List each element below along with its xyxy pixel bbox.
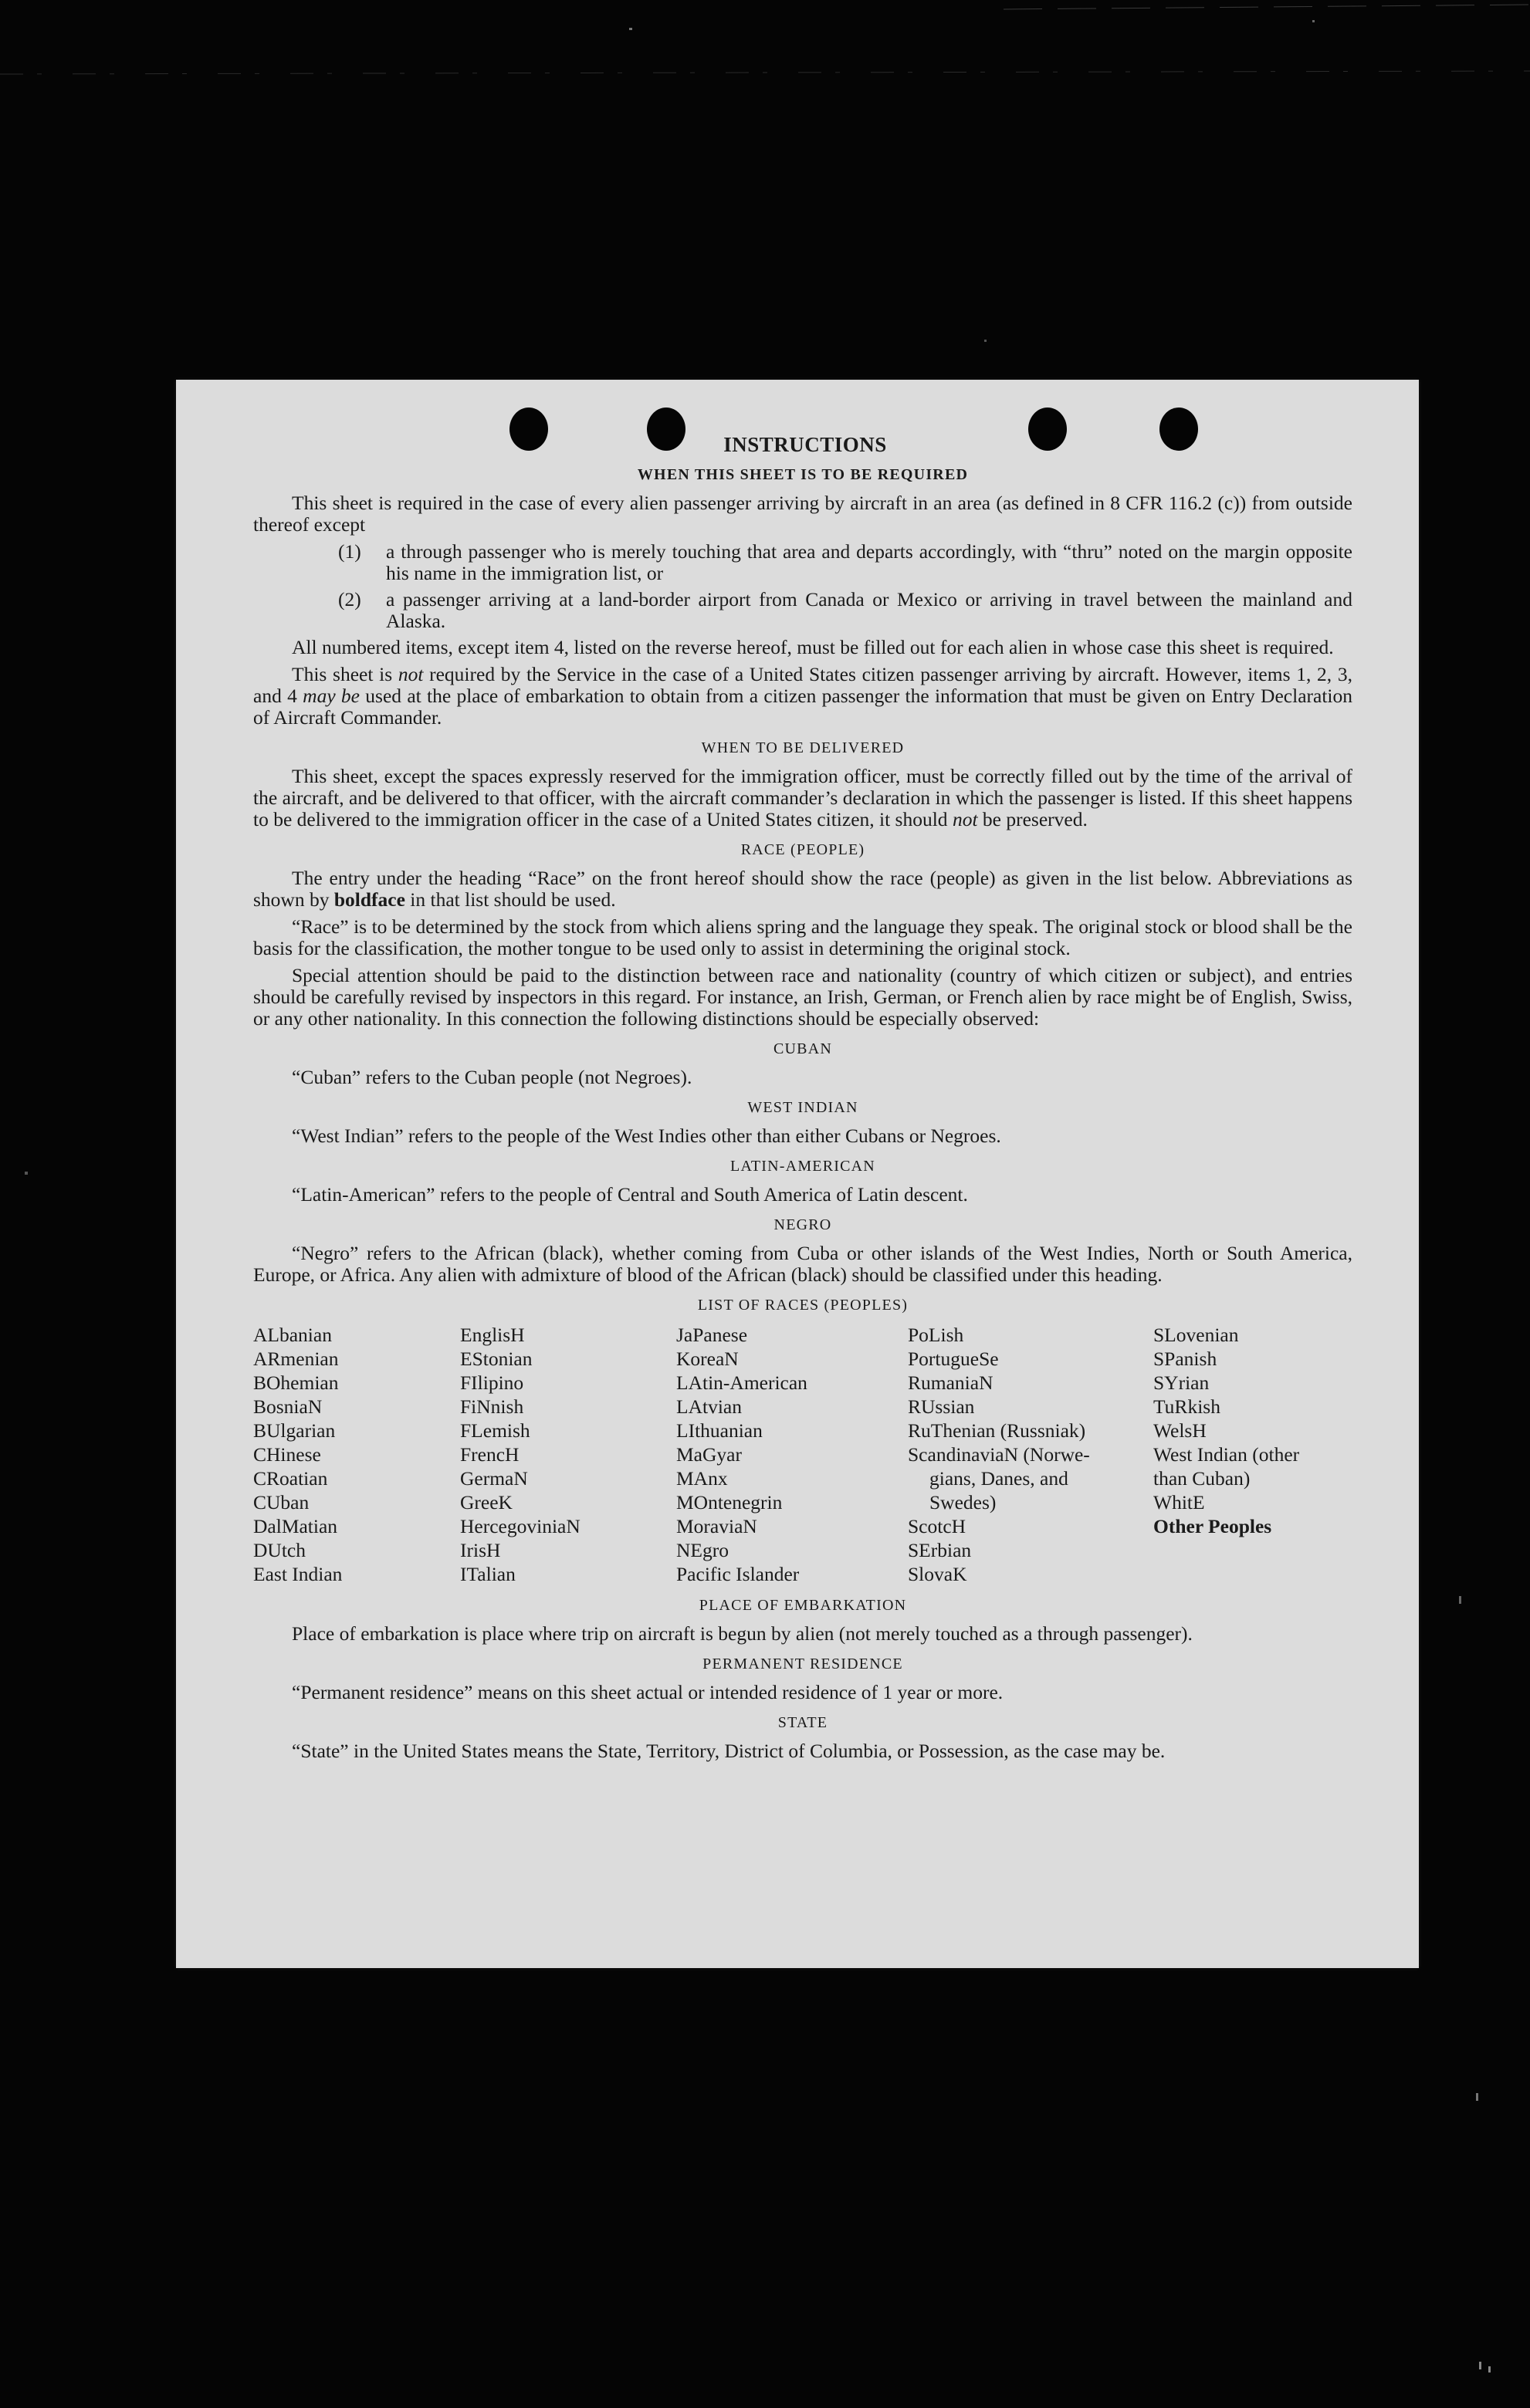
race-entry: West Indian (other (1153, 1443, 1300, 1466)
race-entry: GreeK (460, 1491, 513, 1513)
race-entry: RUssian (908, 1395, 975, 1418)
race-entry: FrencH (460, 1443, 520, 1466)
race-entry: SlovaK (908, 1563, 967, 1585)
section-heading: PERMANENT RESIDENCE (702, 1656, 903, 1672)
section-heading: WHEN THIS SHEET IS TO BE REQUIRED (637, 466, 969, 483)
race-entry: CUban (253, 1491, 310, 1513)
paragraph: Place of embarkation is place where trip on aircraft is begun by alien (not merely touched as a through passenger). (292, 1622, 1193, 1645)
race-entry: CHinese (253, 1443, 321, 1466)
document-title: INSTRUCTIONS (723, 433, 887, 456)
paragraph: “Race” is to be determined by the stock from which aliens spring and the language they speak. The original stock or blood shall be the basis for the classification, the mother tongue to be used only to assist in determining the original stock. (253, 915, 1352, 959)
race-entry: WelsH (1153, 1419, 1207, 1442)
race-entry: WhitE (1153, 1491, 1205, 1513)
bold-text: boldface (333, 888, 405, 911)
race-entry: BosniaN (253, 1395, 323, 1418)
race-entry: ScandinaviaN (Norwe- (908, 1443, 1090, 1466)
paragraph: Special attention should be paid to the distinction between race and nationality (country of which citizen or subject), and entries should be carefully revised by inspectors in this regard. For instance, an Irish, German, or French alien by race might be of English, Swiss, or any other nationality. In this connection the following distinctions should be especially observed: (253, 964, 1352, 1030)
item-number: (1) (338, 540, 361, 563)
text-run: This sheet, except the spaces expressly reserved for the immigration officer, must be correctly filled out by the time of the arrival of the aircraft, and be delivered to that officer, with the aircraft commander’s declaration in which the passenger is listed. If this sheet happens to be delivered to the immigration officer in the case of a United States citizen, it should (253, 765, 1352, 830)
race-entry-continuation: Swedes) (929, 1491, 997, 1513)
italic-text: not (952, 808, 978, 830)
paragraph: “Cuban” refers to the Cuban people (not Negroes). (292, 1066, 692, 1088)
race-entry: East Indian (253, 1563, 343, 1585)
races-column (460, 1323, 662, 1586)
item-text: a through passenger who is merely touching that area and departs accordingly, with “thru” noted on the margin opposite his name in the immigration list, or (386, 540, 1352, 584)
section-heading: STATE (777, 1714, 828, 1731)
race-entry: BUlgarian (253, 1419, 336, 1442)
race-entry: LAtvian (676, 1395, 742, 1418)
race-entry: FIlipino (460, 1371, 524, 1394)
paragraph: This sheet is required in the case of every alien passenger arriving by aircraft in an area (as defined in 8 CFR 116.2 (c)) from outside thereof except (253, 492, 1352, 536)
paragraph (253, 766, 1352, 830)
paragraph: “Permanent residence” means on this sheet actual or intended residence of 1 year or more. (292, 1681, 1004, 1703)
exception-item (253, 589, 1352, 632)
section-heading: WEST INDIAN (747, 1099, 858, 1116)
race-entry: SPanish (1153, 1348, 1217, 1370)
section-heading: PLACE OF EMBARKATION (699, 1597, 907, 1614)
race-entry-continuation: gians, Danes, and (929, 1467, 1068, 1490)
paragraph: “West Indian” refers to the people of the West Indies other than either Cubans or Negroes. (292, 1125, 1001, 1147)
race-entry: JaPanese (676, 1324, 748, 1346)
race-entry: GermaN (460, 1467, 528, 1490)
text-run: This sheet is (292, 663, 398, 685)
race-entry: SErbian (908, 1539, 972, 1561)
races-column (908, 1323, 1139, 1586)
paragraph (253, 867, 1352, 911)
race-entry: RumaniaN (908, 1371, 993, 1394)
race-entry: ARmenian (253, 1348, 339, 1370)
exception-item (253, 541, 1352, 584)
paragraph (253, 664, 1352, 729)
race-entry: PortugueSe (908, 1348, 999, 1370)
document-body (253, 434, 1352, 1767)
race-entry: EStonian (460, 1348, 533, 1370)
section-heading: WHEN TO BE DELIVERED (701, 739, 905, 756)
section-heading: CUBAN (773, 1040, 832, 1057)
text-run: The entry under the heading “Race” on the front hereof should show the race (people) as given in the list below. Abbreviations as shown by (253, 867, 1352, 911)
race-entry: KoreaN (676, 1348, 739, 1370)
paragraph: “State” in the United States means the State, Territory, District of Columbia, or Possession, as the case may be. (292, 1740, 1166, 1762)
race-entry: TuRkish (1153, 1395, 1220, 1418)
race-entry: PoLish (908, 1324, 964, 1346)
race-entry: IrisH (460, 1539, 501, 1561)
text-run: be preserved. (977, 808, 1088, 830)
race-entry: SLovenian (1153, 1324, 1239, 1346)
race-entry: ScotcH (908, 1515, 966, 1537)
paragraph: “Latin-American” refers to the people of Central and South America of Latin descent. (292, 1183, 968, 1206)
text-run: used at the place of embarkation to obtain from a citizen passenger the information that must be given on Entry Declaration of Aircraft Commander. (253, 685, 1352, 729)
race-entry: NEgro (676, 1539, 729, 1561)
race-entry: ALbanian (253, 1324, 332, 1346)
section-heading: RACE (PEOPLE) (740, 841, 865, 858)
race-entry: MAnx (676, 1467, 728, 1490)
race-entry: MoraviaN (676, 1515, 757, 1537)
text-run: required by the Service in the case of a United States citizen passenger arriving by aircraft. However, items 1, 2, 3, and 4 (253, 663, 1352, 707)
race-entry: BOhemian (253, 1371, 339, 1394)
section-heading: LIST OF RACES (PEOPLES) (697, 1297, 909, 1314)
race-entry: SYrian (1153, 1371, 1210, 1394)
paragraph: All numbered items, except item 4, listed on the reverse hereof, must be filled out for each alien in whose case this sheet is required. (292, 636, 1334, 658)
races-list (253, 1323, 1352, 1586)
races-column (253, 1323, 446, 1586)
race-entry: HercegoviniaN (460, 1515, 581, 1537)
races-column (676, 1323, 894, 1586)
paragraph: “Negro” refers to the African (black), whether coming from Cuba or other islands of the West Indies, North or South America, Europe, or Africa. Any alien with admixture of blood of the African (black) should be classified under this heading. (253, 1242, 1352, 1286)
race-entry: MOntenegrin (676, 1491, 783, 1513)
race-entry: RuThenian (Russniak) (908, 1419, 1086, 1442)
item-text: a passenger arriving at a land-border airport from Canada or Mexico or arriving in travel between the mainland and Alaska. (386, 588, 1352, 632)
section-heading: NEGRO (773, 1216, 832, 1233)
race-entry: DalMatian (253, 1515, 338, 1537)
race-entry: FiNnish (460, 1395, 524, 1418)
race-entry-continuation: than Cuban) (1153, 1467, 1251, 1490)
italic-text: may be (303, 685, 360, 707)
race-entry: EnglisH (460, 1324, 525, 1346)
race-entry: ITalian (460, 1563, 516, 1585)
races-column (1153, 1323, 1352, 1586)
race-entry: Other Peoples (1153, 1515, 1272, 1537)
italic-text: not (398, 663, 424, 685)
race-entry: LIthuanian (676, 1419, 763, 1442)
race-entry: LAtin-American (676, 1371, 807, 1394)
section-heading: LATIN-AMERICAN (730, 1158, 875, 1175)
race-entry: MaGyar (676, 1443, 742, 1466)
race-entry: FLemish (460, 1419, 530, 1442)
race-entry: Pacific Islander (676, 1563, 800, 1585)
item-number: (2) (338, 588, 361, 610)
instruction-sheet (176, 380, 1419, 1968)
race-entry: CRoatian (253, 1467, 328, 1490)
race-entry: DUtch (253, 1539, 306, 1561)
text-run: in that list should be used. (405, 888, 616, 911)
